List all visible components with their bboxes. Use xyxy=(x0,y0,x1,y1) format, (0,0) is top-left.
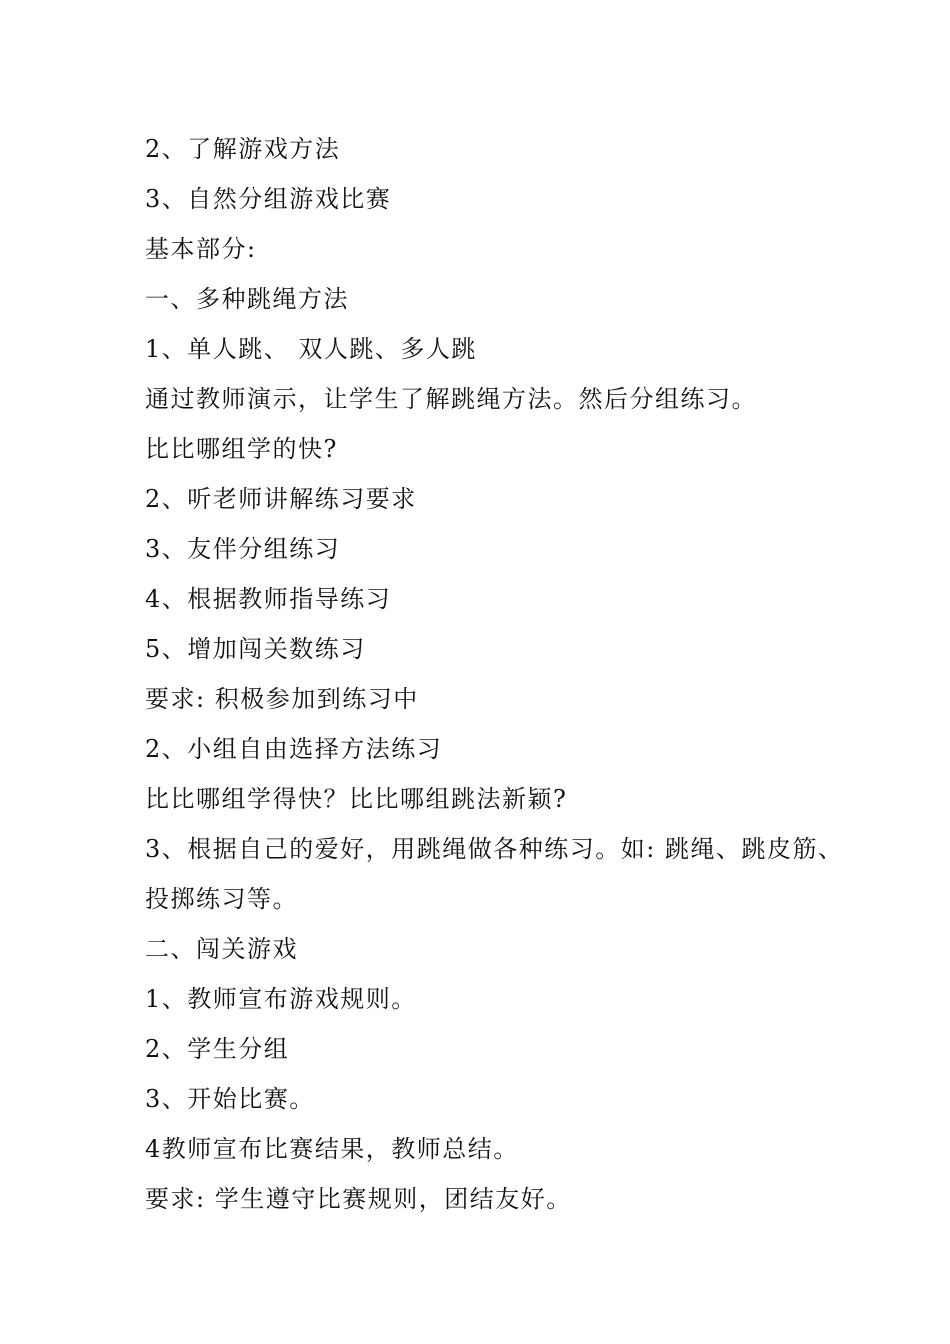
text-line: 1、教师宣布游戏规则。 xyxy=(145,985,417,1013)
text-line: 2、听老师讲解练习要求 xyxy=(145,485,417,513)
requirement-line: 要求: 积极参加到练习中 xyxy=(145,685,419,713)
text-line: 3、开始比赛。 xyxy=(145,1085,315,1113)
section-heading: 二、闯关游戏 xyxy=(145,935,298,963)
text-line: 4、根据教师指导练习 xyxy=(145,585,392,613)
text-line: 比比哪组学得快？比比哪组跳法新颖? xyxy=(145,785,568,813)
text-line: 1、单人跳、 双人跳、多人跳 xyxy=(145,335,477,363)
text-line: 3、根据自己的爱好，用跳绳做各种练习。如: 跳绳、跳皮筋、 xyxy=(145,835,844,863)
text-line: 3、友伴分组练习 xyxy=(145,535,341,563)
document-body xyxy=(145,124,844,1224)
text-line: 比比哪组学的快? xyxy=(145,435,338,463)
text-line: 3、自然分组游戏比赛 xyxy=(145,185,392,213)
requirement-line: 要求: 学生遵守比赛规则，团结友好。 xyxy=(145,1185,572,1213)
text-line: 4教师宣布比赛结果，教师总结。 xyxy=(145,1135,519,1163)
text-line: 2、小组自由选择方法练习 xyxy=(145,735,443,763)
text-line: 通过教师演示，让学生了解跳绳方法。然后分组练习。 xyxy=(145,385,757,413)
section-heading: 一、多种跳绳方法 xyxy=(145,285,349,313)
text-line: 投掷练习等。 xyxy=(145,885,298,913)
text-line: 2、了解游戏方法 xyxy=(145,135,341,163)
text-line: 2、学生分组 xyxy=(145,1035,290,1063)
text-line: 5、增加闯关数练习 xyxy=(145,635,366,663)
section-heading: 基本部分: xyxy=(145,235,257,263)
